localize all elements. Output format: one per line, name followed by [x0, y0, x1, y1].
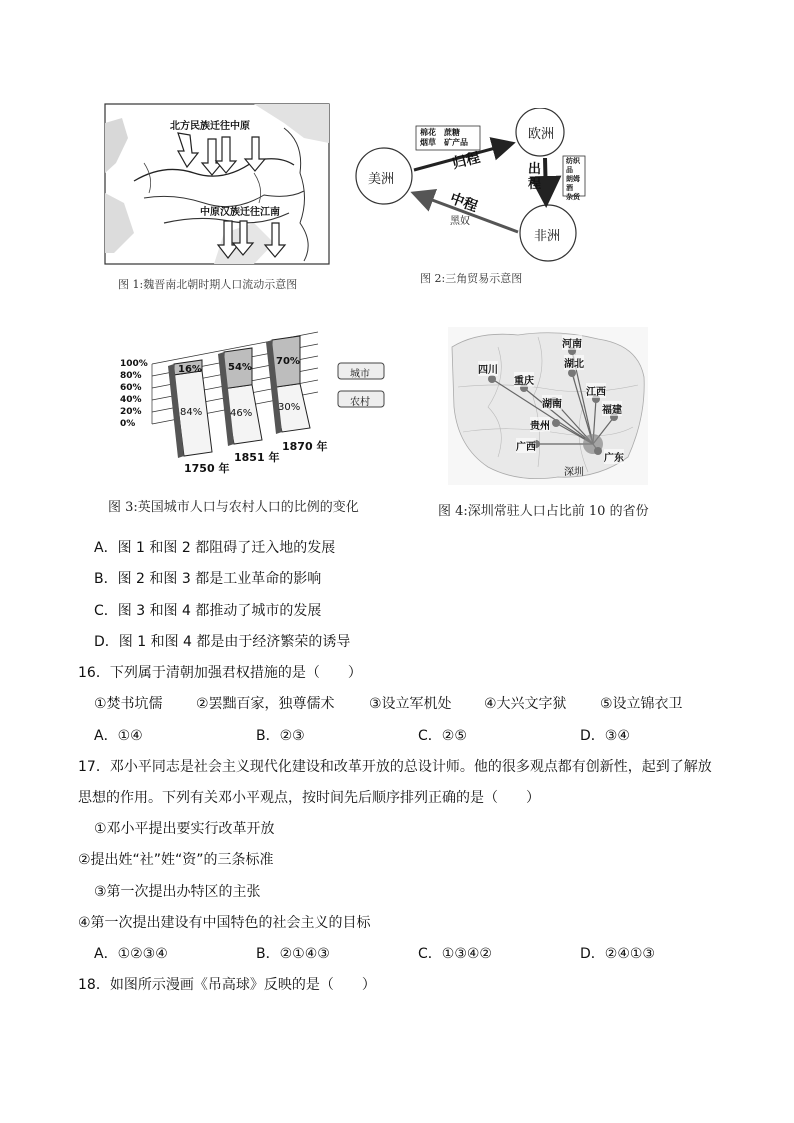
figure-1-caption: 图 1:魏晋南北朝时期人口流动示意图: [118, 278, 298, 291]
y-tick-label: 20%: [120, 407, 142, 417]
legend-rural-label: 农村: [350, 397, 370, 408]
q16-option-b: B．②③: [256, 728, 305, 744]
return-route-label: 归程: [450, 149, 482, 173]
q15-option-c: C．图 3 和图 4 都推动了城市的发展: [94, 603, 322, 619]
province-label: 重庆: [514, 372, 534, 387]
province-label: 江西: [586, 383, 606, 398]
figure-4: [448, 327, 648, 485]
figure-3: [118, 328, 398, 478]
q15-option-a: A．图 1 和图 2 都阻碍了迁入地的发展: [94, 540, 336, 556]
q16-item-4: ④大兴文字狱: [484, 696, 567, 712]
value-label-city-1: 54%: [228, 362, 252, 374]
q16-option-c: C．②⑤: [418, 728, 467, 744]
province-label: 四川: [478, 361, 498, 376]
figure-4-caption: 图 4:深圳常驻人口占比前 10 的省份: [438, 504, 649, 519]
q15-option-b: B．图 2 和图 3 都是工业革命的影响: [94, 571, 322, 587]
value-label-city-2: 70%: [276, 355, 300, 367]
goods-box-right-text: [566, 157, 582, 202]
africa-label: 非洲: [534, 229, 561, 244]
y-tick-label: 40%: [120, 395, 142, 405]
q16-item-1: ①焚书坑儒: [94, 696, 163, 712]
q16-item-2: ②罢黜百家，独尊儒术: [196, 696, 335, 712]
year-label-1870: 1870 年: [282, 440, 328, 453]
province-label: 湖南: [542, 395, 562, 410]
q16-option-a: A．①④: [94, 728, 143, 744]
value-label-city-0: 16%: [178, 364, 202, 375]
province-label: 贵州: [530, 417, 550, 432]
figure-1-north-label: 北方民族迁往中原: [170, 121, 250, 132]
value-label-rural-2: 30%: [278, 401, 301, 413]
q17-stem-line-2: 思想的作用。下列有关邓小平观点，按时间先后顺序排列正确的是（ ）: [78, 790, 540, 806]
province-dot-7: [552, 419, 560, 427]
year-label-1851: 1851 年: [234, 451, 280, 464]
figure-3-caption: 图 3:英国城市人口与农村人口的比例的变化: [108, 500, 359, 515]
outbound-route-label: 出程: [528, 162, 542, 192]
province-label: 广东: [604, 449, 624, 464]
goods-box-right-line-1: 纺织品: [566, 157, 580, 174]
goods-box-top-line-2: 烟草 矿产品: [420, 138, 468, 147]
q17-item-1: ①邓小平提出要实行改革开放: [94, 821, 275, 837]
q17-option-a: A．①②③④: [94, 946, 168, 962]
q17-item-3: ③第一次提出办特区的主张: [94, 884, 261, 900]
q17-item-4: ④第一次提出建设有中国特色的社会主义的目标: [78, 915, 371, 931]
y-tick-label: 0%: [120, 419, 136, 429]
value-label-rural-0: 84%: [180, 407, 203, 419]
goods-box-right-line-3: 杂货: [566, 193, 580, 201]
goods-box-top-text: [420, 128, 468, 148]
province-label: 广西: [516, 438, 536, 453]
province-label: 湖北: [564, 355, 584, 370]
y-tick-label: 60%: [120, 383, 142, 393]
province-label: 福建: [602, 401, 622, 416]
middle-route-label: 中程: [447, 190, 480, 216]
province-label: 河南: [562, 335, 582, 350]
y-axis-ticks: [120, 358, 148, 430]
q16-item-3: ③设立军机处: [369, 696, 452, 712]
figure-1: [104, 103, 330, 265]
value-label-rural-1: 46%: [230, 408, 253, 420]
q17-option-b: B．②①④③: [256, 946, 330, 962]
goods-box-top-line-1: 棉花 蔗糖: [420, 128, 460, 137]
europe-label: 欧洲: [528, 127, 555, 142]
year-label-1750: 1750 年: [184, 462, 230, 475]
q16-item-5: ⑤设立锦衣卫: [600, 696, 683, 712]
q17-stem-line-1: 17．邓小平同志是社会主义现代化建设和改革开放的总设计师。他的很多观点都有创新性，起到了解放: [78, 759, 712, 775]
goods-box-right-line-2: 朗姆酒: [566, 175, 580, 192]
america-label: 美洲: [368, 172, 395, 187]
y-tick-label: 100%: [120, 359, 148, 369]
figure-2-caption: 图 2:三角贸易示意图: [420, 272, 523, 285]
legend-city-label: 城市: [350, 369, 370, 380]
q16-option-d: D．③④: [580, 728, 630, 744]
q15-option-d: D．图 1 和图 4 都是由于经济繁荣的诱导: [94, 634, 351, 650]
figure-2-diagram: [350, 108, 600, 268]
q16-stem: 16．下列属于清朝加强君权措施的是（ ）: [78, 665, 362, 681]
figure-1-south-label: 中原汉族迁往江南: [200, 207, 280, 218]
q18-stem: 18．如图所示漫画《吊高球》反映的是（ ）: [78, 977, 376, 993]
province-dot-9: [594, 447, 602, 455]
y-tick-label: 80%: [120, 371, 142, 381]
q17-item-2: ②提出姓“社”姓“资”的三条标准: [78, 852, 274, 868]
q17-option-d: D．②④①③: [580, 946, 655, 962]
slaves-label: 黑奴: [450, 216, 470, 227]
figure-2: [350, 108, 600, 268]
shenzhen-label: 深圳: [564, 467, 584, 478]
q17-option-c: C．①③④②: [418, 946, 492, 962]
outbound-route-arrow: [545, 158, 546, 200]
province-dot-1: [568, 369, 576, 377]
province-dot-2: [488, 375, 496, 383]
